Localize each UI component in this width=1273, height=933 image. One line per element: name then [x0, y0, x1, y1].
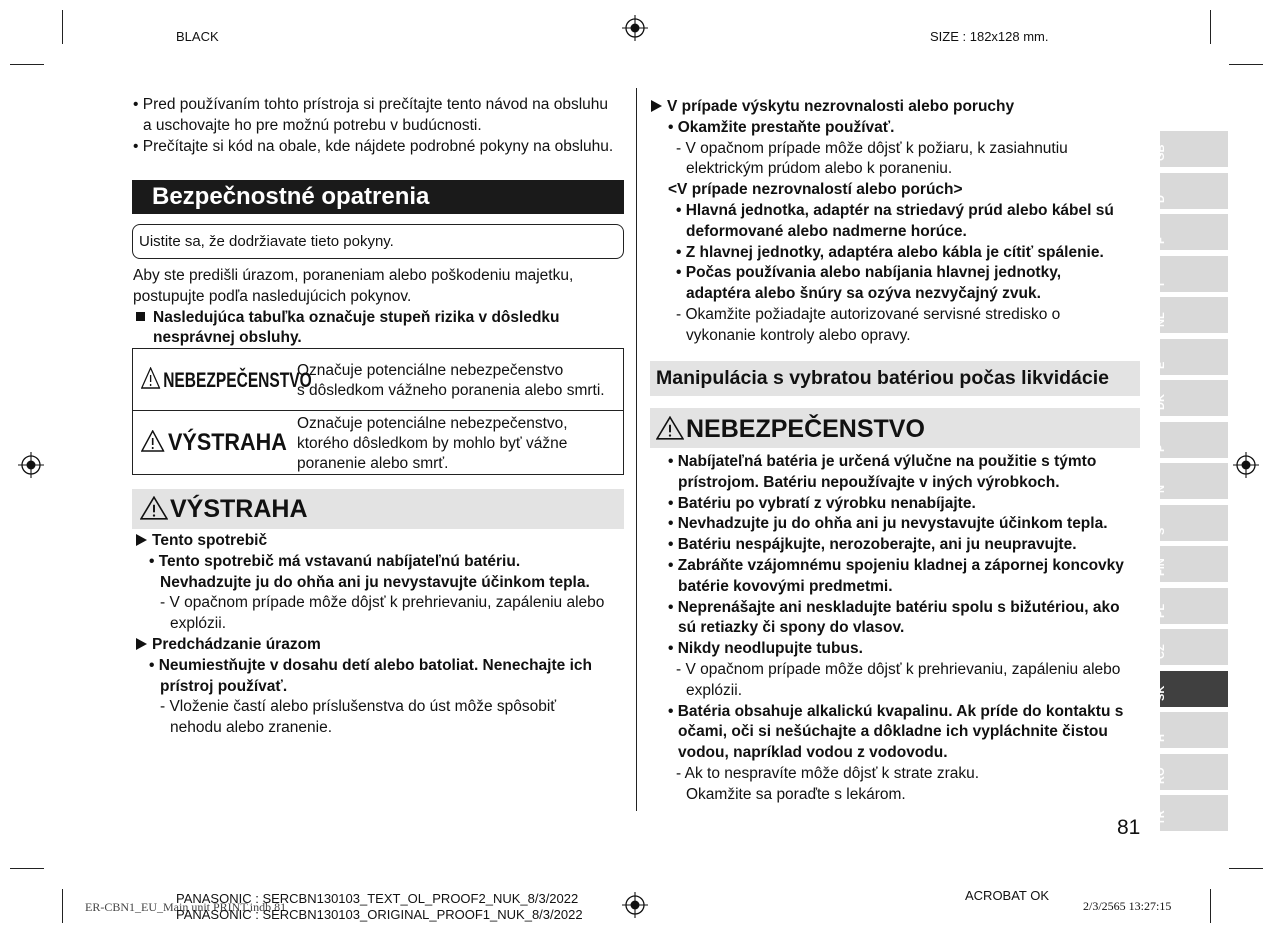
danger-title-text: NEBEZPEČENSTVO — [686, 415, 925, 443]
bullet-line: • Neprenášajte ani neskladujte batériu spolu s bižutériou, ako — [668, 598, 1120, 616]
bullet-line: • Nikdy neodlupujte tubus. — [668, 640, 863, 658]
registration-mark-icon — [1233, 452, 1259, 478]
detail-line: - V opačnom prípade môže dôjsť k prehrievaniu, zapáleniu alebo — [676, 660, 1121, 678]
section-heading — [651, 97, 1146, 118]
table-intro-line — [133, 308, 628, 329]
precaution-paragraph — [133, 266, 628, 349]
tab-fin[interactable] — [1155, 546, 1228, 582]
tab-e[interactable] — [1155, 339, 1228, 375]
tab-n[interactable] — [1155, 463, 1228, 499]
risk-row-warning — [133, 411, 623, 475]
tab-cz[interactable] — [1155, 629, 1228, 665]
bullet-line: • Okamžite prestaňte používať. — [668, 118, 895, 136]
arrow-icon — [136, 534, 147, 546]
warning-triangle-icon — [656, 416, 684, 440]
warning-title-text: VÝSTRAHA — [170, 495, 308, 523]
registration-mark-icon — [622, 15, 648, 41]
detail-line: - Vloženie častí alebo príslušenstva do úst môže spôsobiť — [160, 698, 557, 716]
table-intro-line: nesprávnej obsluhy. — [153, 329, 302, 347]
section-heading — [136, 531, 631, 552]
bullet-line: • Batéria obsahuje alkalickú kvapalinu. Ak príde do kontaktu s — [668, 702, 1124, 720]
bullet-line: • Nabíjateľná batéria je určená výlučne na použitie s týmto — [668, 453, 1097, 470]
tab-label: PL — [1155, 603, 1167, 618]
tab-label: E — [1155, 361, 1167, 369]
risk-desc-danger — [297, 361, 605, 401]
bullet-line: prístrojom. Batériu nepoužívajte v iných výrobkoch. — [678, 473, 1060, 491]
section-heading-text: V prípade výskytu nezrovnalosti alebo poruchy — [667, 98, 1015, 115]
risk-label-text: NEBEZPEČENSTVO — [163, 369, 312, 392]
warning-triangle-icon — [140, 496, 168, 520]
risk-desc-line: ktorého dôsledkom by mohlo byť vážne — [297, 435, 568, 452]
registration-mark-icon — [18, 452, 44, 478]
tab-label: SK — [1155, 685, 1167, 701]
tab-f[interactable] — [1155, 214, 1228, 250]
risk-row-danger — [133, 349, 623, 411]
intro-line: • Prečítajte si kód na obale, kde nájdete podrobné pokyny na obsluhu. — [133, 137, 614, 155]
arrow-icon — [136, 638, 147, 650]
detail-line: explózii. — [170, 615, 226, 633]
tab-h[interactable] — [1155, 712, 1228, 748]
page-number: 81 — [1117, 816, 1141, 839]
header-color: BLACK — [176, 29, 219, 44]
notice-box: Uistite sa, že dodržiavate tieto pokyny. — [132, 224, 624, 259]
tab-label: NL — [1155, 312, 1167, 327]
tab-p[interactable] — [1155, 422, 1228, 458]
risk-desc-line: poranenie alebo smrť. — [297, 455, 449, 472]
bullet-line: adaptéra alebo šnúry sa ozýva nezvyčajný zvuk. — [686, 285, 1041, 303]
bullet-line: • Tento spotrebič má vstavanú nabíjateľnú batériu. — [149, 552, 521, 570]
language-tabs — [1155, 131, 1228, 837]
tab-d[interactable] — [1155, 173, 1228, 209]
bullet-line: • Nevhadzujte ju do ohňa ani ju nevystavujte účinkom tepla. — [668, 515, 1108, 533]
bullet-line: deformované alebo nadmerne horúce. — [686, 222, 967, 240]
crop-mark — [1229, 868, 1263, 869]
tab-label: TR — [1155, 810, 1167, 825]
detail-line: - Ak to nespravíte môže dôjsť k strate zraku. — [676, 764, 980, 782]
subheading-line: <V prípade nezrovnalostí alebo porúch> — [668, 181, 963, 199]
risk-table — [132, 348, 624, 475]
tab-label: GB — [1155, 144, 1167, 161]
crop-mark — [10, 868, 44, 869]
tab-label: CZ — [1155, 644, 1167, 659]
risk-desc-line: Označuje potenciálne nebezpečenstvo — [297, 362, 564, 379]
detail-line: vykonanie kontroly alebo opravy. — [686, 326, 911, 344]
para-line: Aby ste predišli úrazom, poraneniam alebo poškodeniu majetku, — [133, 267, 574, 284]
malfunction-section — [651, 97, 1146, 347]
warning-title — [132, 489, 624, 529]
section-heading-text: Tento spotrebič — [152, 532, 268, 549]
bullet-line: • Neumiestňujte v dosahu detí alebo batoliat. Nenechajte ich — [149, 656, 592, 674]
detail-line: nehodu alebo zranenie. — [170, 719, 333, 737]
detail-line: - Okamžite požiadajte autorizované servisné stredisko o — [676, 305, 1061, 323]
tab-label: F — [1155, 237, 1167, 244]
battery-title: Manipulácia s vybratou batériou počas likvidácie — [650, 361, 1140, 396]
risk-label-danger — [141, 367, 312, 393]
crop-mark — [1210, 889, 1211, 923]
table-intro-text: Nasledujúca tabuľka označuje stupeň rizika v dôsledku — [153, 308, 560, 326]
crop-mark — [10, 64, 44, 65]
bullet-line: očami, oči si nešúchajte a dôkladne ich vypláchnite čistou — [678, 723, 1108, 741]
bullet-line: prístroj používať. — [160, 677, 288, 695]
tab-label: H — [1155, 734, 1167, 742]
section-heading-text: Predchádzanie úrazom — [152, 635, 321, 653]
tab-i[interactable] — [1155, 256, 1228, 292]
risk-desc-warning — [297, 414, 568, 474]
risk-label-warning — [141, 429, 287, 457]
bullet-line: sú retiazky či spony do vlasov. — [678, 619, 905, 637]
tab-pl[interactable] — [1155, 588, 1228, 624]
intro-text — [133, 95, 628, 157]
bullet-line: • Batériu po vybratí z výrobku nenabíjajte. — [668, 494, 976, 512]
tab-label: D — [1155, 194, 1167, 203]
tab-label: I — [1155, 282, 1167, 286]
crop-mark — [1229, 64, 1263, 65]
crop-mark — [1210, 10, 1211, 44]
warning-triangle-icon — [141, 430, 164, 452]
arrow-icon — [651, 100, 662, 112]
registration-mark-icon — [622, 892, 648, 918]
warning-triangle-icon — [141, 367, 160, 389]
tab-s[interactable] — [1155, 505, 1228, 541]
bullet-line: batérie kovovými predmetmi. — [678, 577, 893, 595]
risk-desc-line: s dôsledkom vážneho poranenia alebo smrti. — [297, 382, 605, 399]
footer-proof-1: PANASONIC : SERCBN130103_TEXT_OL_PROOF2_NUK_8/3/2022 — [176, 891, 579, 906]
tab-label: P — [1155, 444, 1167, 452]
intro-line: • Pred používaním tohto prístroja si prečítajte tento návod na obsluhu — [133, 96, 609, 113]
detail-line: elektrickým prúdom alebo k poraneniu. — [686, 160, 953, 178]
bullet-line: • Počas používania alebo nabíjania hlavnej jednotky, — [676, 264, 1061, 282]
tab-label: RO — [1155, 767, 1167, 784]
tab-label: N — [1155, 485, 1167, 493]
footer-proof-2: PANASONIC : SERCBN130103_ORIGINAL_PROOF1_NUK_8/3/2022 — [176, 907, 583, 922]
tab-label: S — [1155, 527, 1167, 535]
square-bullet-icon — [136, 312, 145, 321]
bullet-line: vodou, napríklad vodou z vodovodu. — [678, 744, 948, 762]
crop-mark — [62, 889, 63, 923]
bullet-line: • Zabráňte vzájomnému spojeniu kladnej a zápornej koncovky — [668, 556, 1124, 574]
danger-content — [668, 452, 1143, 806]
risk-desc-line: Označuje potenciálne nebezpečenstvo, — [297, 415, 568, 432]
header-size: SIZE : 182x128 mm. — [930, 29, 1049, 44]
detail-line: explózii. — [686, 681, 742, 699]
intro-line: a uschovajte ho pre možnú potrebu v budúcnosti. — [143, 116, 482, 134]
tab-tr[interactable] — [1155, 795, 1228, 831]
tab-nl[interactable] — [1155, 297, 1228, 333]
crop-mark — [62, 10, 63, 44]
footer-filename: ER-CBN1_EU_Main unit PRINT.indb 81 — [85, 900, 287, 914]
footer-acrobat: ACROBAT OK — [965, 888, 1050, 903]
bullet-line: • Hlavná jednotka, adaptér na striedavý prúd alebo kábel sú — [676, 201, 1114, 219]
warning-content — [136, 531, 631, 739]
para-line: postupujte podľa nasledujúcich pokynov. — [133, 287, 412, 305]
tab-gb[interactable] — [1155, 131, 1228, 167]
danger-title — [650, 408, 1140, 448]
section-heading — [136, 635, 631, 656]
bullet-line: • Batériu nespájkujte, nerozoberajte, ani ju neupravujte. — [668, 536, 1077, 554]
bullet-line: • Z hlavnej jednotky, adaptéra alebo kábla je cítiť spálenie. — [676, 243, 1104, 261]
detail-line: Okamžite sa poraďte s lekárom. — [686, 785, 906, 803]
tab-ro[interactable] — [1155, 754, 1228, 790]
risk-label-text: VÝSTRAHA — [168, 429, 287, 456]
tab-label: DK — [1155, 394, 1167, 410]
footer-date: 2/3/2565 13:27:15 — [1083, 899, 1172, 913]
detail-line: - V opačnom prípade môže dôjsť k prehrievaniu, zapáleniu alebo — [160, 594, 605, 612]
tab-dk[interactable] — [1155, 380, 1228, 416]
detail-line: - V opačnom prípade môže dôjsť k požiaru, k zasiahnutiu — [676, 139, 1068, 157]
bullet-line: Nevhadzujte ju do ohňa ani ju nevystavujte účinkom tepla. — [160, 573, 590, 591]
safety-title: Bezpečnostné opatrenia — [132, 180, 624, 214]
tab-sk[interactable] — [1155, 671, 1228, 707]
tab-label: FIN — [1155, 558, 1167, 576]
center-divider — [636, 88, 637, 811]
